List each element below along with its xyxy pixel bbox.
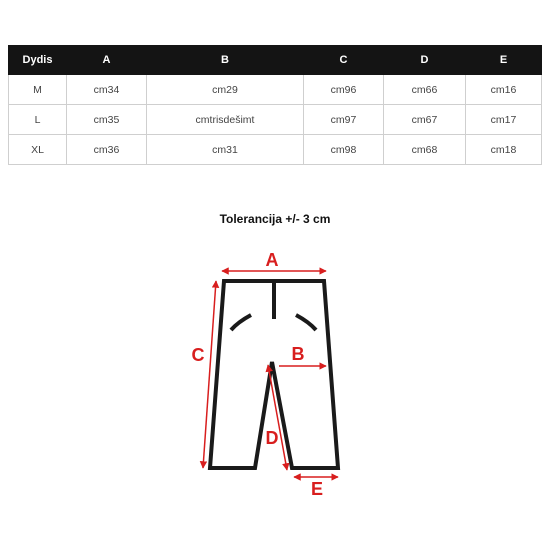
- label-c: C: [191, 345, 205, 365]
- cell-a: cm34: [67, 75, 147, 105]
- label-d: D: [265, 428, 279, 448]
- cell-a: cm36: [67, 135, 147, 165]
- cell-size: L: [9, 105, 67, 135]
- cell-e: cm18: [466, 135, 542, 165]
- cell-b: cm31: [147, 135, 304, 165]
- cell-c: cm97: [304, 105, 384, 135]
- label-e: E: [310, 479, 324, 499]
- cell-b: cm29: [147, 75, 304, 105]
- cell-d: cm67: [384, 105, 466, 135]
- cell-size: M: [9, 75, 67, 105]
- cell-e: cm16: [466, 75, 542, 105]
- label-b: B: [291, 344, 305, 364]
- header-c: C: [304, 46, 384, 75]
- tolerance-note: Tolerancija +/- 3 cm: [219, 212, 331, 226]
- header-e: E: [466, 46, 542, 75]
- header-d: D: [384, 46, 466, 75]
- cell-a: cm35: [67, 105, 147, 135]
- label-a: A: [265, 250, 279, 270]
- cell-d: cm66: [384, 75, 466, 105]
- cell-e: cm17: [466, 105, 542, 135]
- cell-c: cm96: [304, 75, 384, 105]
- cell-d: cm68: [384, 135, 466, 165]
- cell-b: cmtrisdešimt: [147, 105, 304, 135]
- cell-size: XL: [9, 135, 67, 165]
- header-b: B: [147, 46, 304, 75]
- cell-c: cm98: [304, 135, 384, 165]
- header-size: Dydis: [9, 46, 67, 75]
- header-a: A: [67, 46, 147, 75]
